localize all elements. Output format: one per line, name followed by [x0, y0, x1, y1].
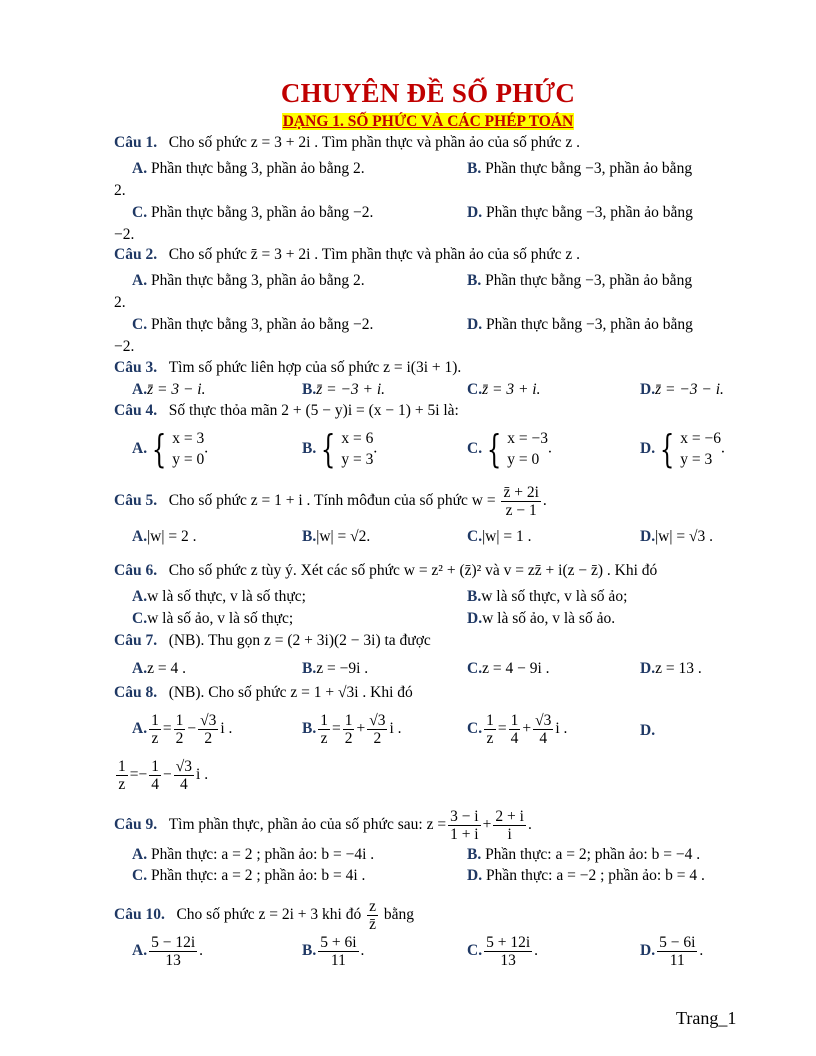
q10-option-d: D. $\frac{5 - 6i}{11}$ .	[640, 934, 704, 969]
section-heading: DẠNG 1. SỐ PHỨC VÀ CÁC PHÉP TOÁN	[282, 113, 574, 130]
q9-option-b: B. Phần thực: a = 2; phần ảo: b = −4 .	[467, 846, 701, 863]
q5-option-d: D.|w| = √3 .	[640, 528, 713, 545]
q9-option-d: D. Phần thực: a = −2 ; phần ảo: b = 4 .	[467, 867, 705, 884]
question-3: Câu 3. Tìm số phức liên hợp của số phức z = i(3i + 1).	[114, 359, 462, 376]
question-2: Câu 2. Cho số phức z̄ = 3 + 2i . Tìm phần thực và phần ảo của số phức z .	[114, 246, 581, 263]
q3-option-c: C.z̄ = 3 + i.	[467, 381, 541, 398]
q4-option-c: C. { x = −3 y = 0 .	[467, 427, 552, 471]
q4-option-d: D. { x = −6 y = 3 .	[640, 427, 725, 471]
q3-option-b: B.z̄ = −3 + i.	[302, 381, 386, 398]
q2-option-c: C. Phần thực bằng 3, phần ảo bằng −2.	[132, 316, 374, 333]
q8-option-a: A. $\frac{1}{z}$ = $\frac{1}{2}$ − $\frac{√3}{2}$ i .	[132, 712, 233, 747]
q6-option-b: B.w là số thực, v là số ảo;	[467, 588, 628, 605]
q8-option-d: $\frac{1}{z}$ =− $\frac{1}{4}$ − $\frac{√3}{4}$ i .	[118, 758, 209, 793]
q2-option-b-wrap: 2.	[114, 294, 126, 311]
question-7: Câu 7. (NB). Thu gọn z = (2 + 3i)(2 − 3i) ta được	[114, 632, 431, 649]
q7-option-a: A.z = 4 .	[132, 660, 186, 677]
q2-option-b: B. Phần thực bằng −3, phần ảo bằng	[467, 272, 693, 289]
q9-option-c: C. Phần thực: a = 2 ; phần ảo: b = 4i .	[132, 867, 366, 884]
q1-option-b: B. Phần thực bằng −3, phần ảo bằng	[467, 160, 693, 177]
question-4: Câu 4. Số thực thỏa mãn 2 + (5 − y)i = (x − 1) + 5i là:	[114, 402, 459, 419]
q7-option-b: B.z = −9i .	[302, 660, 369, 677]
q5-option-c: C.|w| = 1 .	[467, 528, 532, 545]
q2-option-a: A. Phần thực bằng 3, phần ảo bằng 2.	[132, 272, 365, 289]
q6-option-d: D.w là số ảo, v là số ảo.	[467, 610, 616, 627]
q8-option-d-label: D.	[640, 722, 656, 739]
q2-option-d: D. Phần thực bằng −3, phần ảo bằng	[467, 316, 693, 333]
question-9: Câu 9. Tìm phần thực, phần ảo của số phức sau: z = $\frac{3 - i}{1 + i}$ + $\frac{2 + i}{i}$ .	[114, 808, 532, 843]
q1-option-a: A. Phần thực bằng 3, phần ảo bằng 2.	[132, 160, 365, 177]
q10-option-c: C. $\frac{5 + 12i}{13}$ .	[467, 934, 539, 969]
q8-option-c: C. $\frac{1}{z}$ = $\frac{1}{4}$ + $\frac{√3}{4}$ i .	[467, 712, 568, 747]
q7-option-c: C.z = 4 − 9i .	[467, 660, 550, 677]
q1-option-d-wrap: −2.	[114, 226, 135, 243]
q1-option-c: C. Phần thực bằng 3, phần ảo bằng −2.	[132, 204, 374, 221]
q1-option-d: D. Phần thực bằng −3, phần ảo bằng	[467, 204, 693, 221]
question-6: Câu 6. Cho số phức z tùy ý. Xét các số phức w = z² + (z̄)² và v = zz̄ + i(z − z̄) . Khi đó	[114, 562, 658, 579]
question-1: Câu 1. Cho số phức z = 3 + 2i . Tìm phần thực và phần ảo của số phức z .	[114, 134, 581, 151]
q3-option-d: D.z̄ = −3 − i.	[640, 381, 724, 398]
q5-option-a: A.|w| = 2 .	[132, 528, 197, 545]
q1-option-b-wrap: 2.	[114, 182, 126, 199]
q6-option-c: C.w là số ảo, v là số thực;	[132, 610, 294, 627]
q7-option-d: D.z = 13 .	[640, 660, 702, 677]
page-number: Trang_1	[676, 1008, 737, 1028]
question-10: Câu 10. Cho số phức z = 2i + 3 khi đó $\frac{z}{z̄}$ bằng	[114, 898, 414, 933]
q2-option-d-wrap: −2.	[114, 338, 135, 355]
q10-option-b: B. $\frac{5 + 6i}{11}$ .	[302, 934, 365, 969]
q5-option-b: B.|w| = √2.	[302, 528, 371, 545]
q9-option-a: A. Phần thực: a = 2 ; phần ảo: b = −4i .	[132, 846, 375, 863]
q6-option-a: A.w là số thực, v là số thực;	[132, 588, 306, 605]
q4-option-a: A. { x = 3 y = 0 .	[132, 427, 209, 471]
question-5: Câu 5. Cho số phức z = 1 + i . Tính môđun của số phức w = $\frac{z̄ + 2i}{z - 1}$ .	[114, 484, 547, 519]
q3-option-a: A.z̄ = 3 − i.	[132, 381, 206, 398]
document-title: CHUYÊN ĐỀ SỐ PHỨC	[280, 78, 576, 108]
question-8: Câu 8. (NB). Cho số phức z = 1 + √3i . Khi đó	[114, 684, 413, 701]
q8-option-b: B. $\frac{1}{z}$ = $\frac{1}{2}$ + $\frac{√3}{2}$ i .	[302, 712, 402, 747]
q10-option-a: A. $\frac{5 - 12i}{13}$ .	[132, 934, 204, 969]
q4-option-b: B. { x = 6 y = 3 .	[302, 427, 378, 471]
